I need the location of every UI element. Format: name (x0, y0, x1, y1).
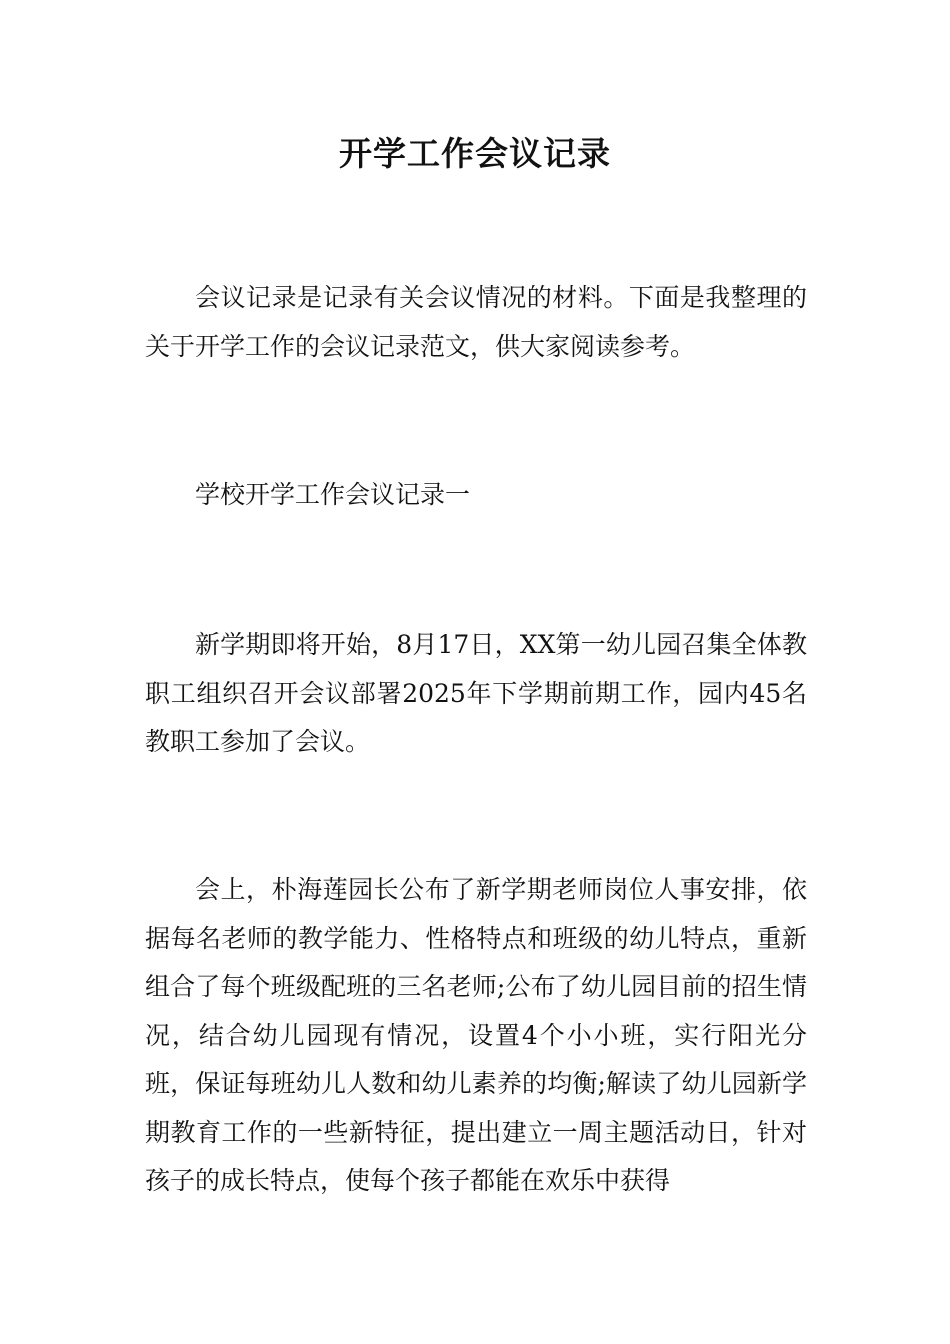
body-paragraph: 新学期即将开始，8月17日，XX第一幼儿园召集全体教职工组织召开会议部署2025年下学期前期工作，园内45名教职工参加了会议。 (145, 630, 807, 756)
body-paragraph: 会上，朴海莲园长公布了新学期老师岗位人事安排，依据每名老师的教学能力、性格特点和班级的幼儿特点，重新组合了每个班级配班的三名老师;公布了幼儿园目前的招生情况，结合幼儿园现有情况，设置4个小小班，实行阳光分班，保证每班幼儿人数和幼儿素养的均衡;解读了幼儿园新学期教育工作的一些新特征，提出建立一周主题活动日，针对孩子的成长特点，使每个孩子都能在欢乐中获得 (145, 875, 807, 1195)
section-heading: 学校开学工作会议记录一 (195, 480, 471, 509)
document-title: 开学工作会议记录 (339, 134, 611, 173)
intro-paragraph: 会议记录是记录有关会议情况的材料。下面是我整理的关于开学工作的会议记录范文，供大家阅读参考。 (145, 283, 807, 361)
